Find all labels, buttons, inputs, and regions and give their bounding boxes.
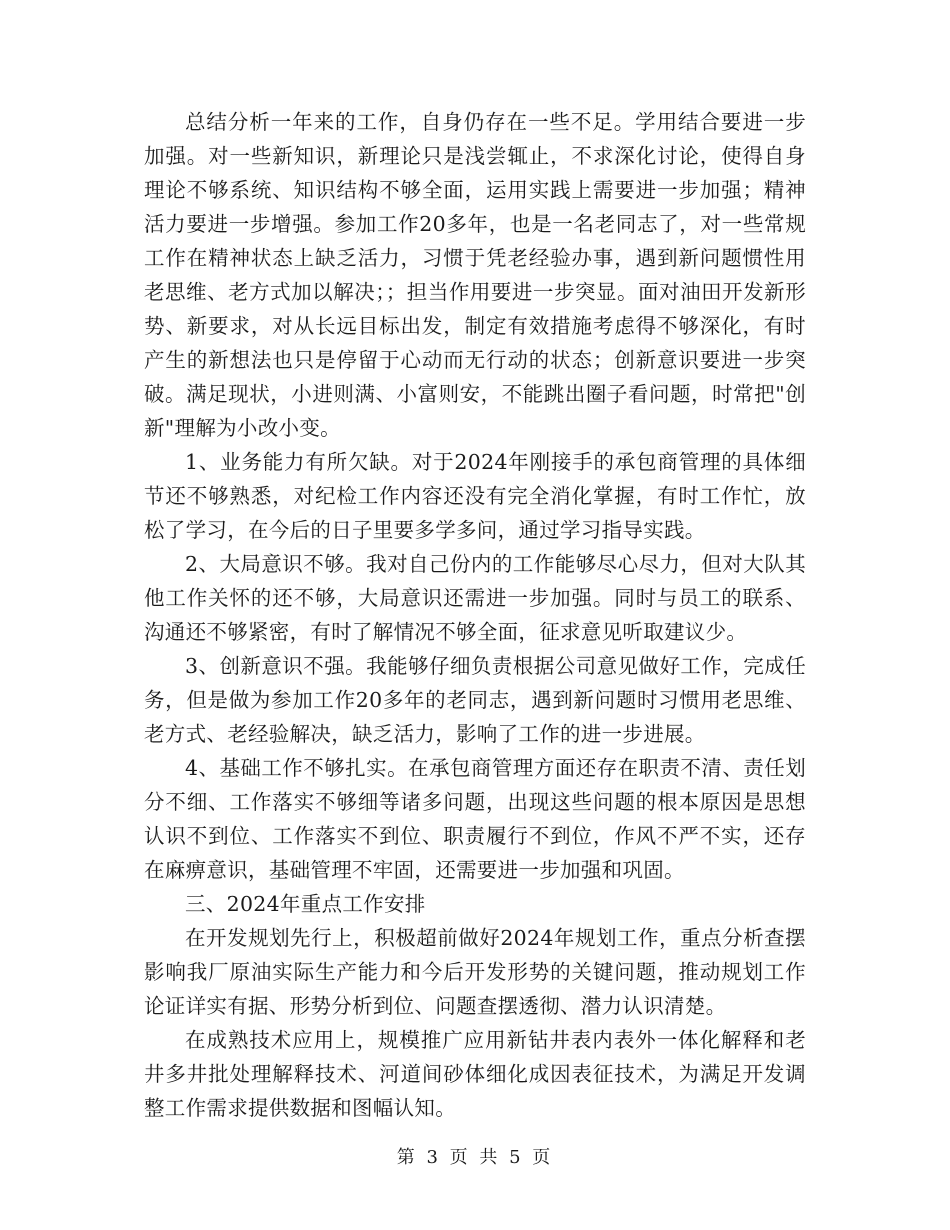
paragraph-technology: 在成熟技术应用上，规模推广应用新钻井表内表外一体化解释和老井多井批处理解释技术、河道间砂体细化成因表征技术，为满足开发调整工作需求提供数据和图幅认知。	[144, 1028, 806, 1120]
paragraph-item-3: 3、创新意识不强。我能够仔细负责根据公司意见做好工作，完成任务，但是做为参加工作20多年的老同志，遇到新问题时习惯用老思维、老方式、老经验解决，缺乏活力，影响了工作的进一步进展。	[144, 654, 806, 746]
paragraph-item-2: 2、大局意识不够。我对自己份内的工作能够尽心尽力，但对大队其他工作关怀的还不够，大局意识还需进一步加强。同时与员工的联系、沟通还不够紧密，有时了解情况不够全面，征求意见听取建议少。	[144, 552, 806, 644]
paragraph-planning: 在开发规划先行上，积极超前做好2024年规划工作，重点分析查摆影响我厂原油实际生产能力和今后开发形势的关键问题，推动规划工作论证详实有据、形势分析到位、问题查摆透彻、潜力认识清楚。	[144, 926, 806, 1018]
section-heading: 三、2024年重点工作安排	[185, 892, 426, 916]
paragraph-item-4: 4、基础工作不够扎实。在承包商管理方面还存在职责不清、责任划分不细、工作落实不够细等诸多问题，出现这些问题的根本原因是思想认识不到位、工作落实不到位、职责履行不到位，作风不严不实，还存在麻痹意识，基础管理不牢固，还需要进一步加强和巩固。	[144, 756, 806, 882]
page-footer: 第 3 页 共 5 页	[396, 1147, 554, 1168]
paragraph-summary: 总结分析一年来的工作，自身仍存在一些不足。学用结合要进一步加强。对一些新知识，新理论只是浅尝辄止，不求深化讨论，使得自身理论不够系统、知识结构不够全面，运用实践上需要进一步加强；精神活力要进一步增强。参加工作20多年，也是一名老同志了，对一些常规工作在精神状态上缺乏活力，习惯于凭老经验办事，遇到新问题惯性用老思维、老方式加以解决；；担当作用要进一步突显。面对油田开发新形势、新要求，对从长远目标出发，制定有效措施考虑得不够深化，有时产生的新想法也只是停留于心动而无行动的状态；创新意识要进一步突破。满足现状，小进则满、小富则安，不能跳出圈子看问题，时常把"创新"理解为小改小变。	[144, 110, 806, 440]
paragraph-item-1: 1、业务能力有所欠缺。对于2024年刚接手的承包商管理的具体细节还不够熟悉，对纪检工作内容还没有完全消化掌握，有时工作忙，放松了学习，在今后的日子里要多学多问，通过学习指导实践。	[144, 450, 806, 542]
document-body	[144, 105, 806, 1125]
